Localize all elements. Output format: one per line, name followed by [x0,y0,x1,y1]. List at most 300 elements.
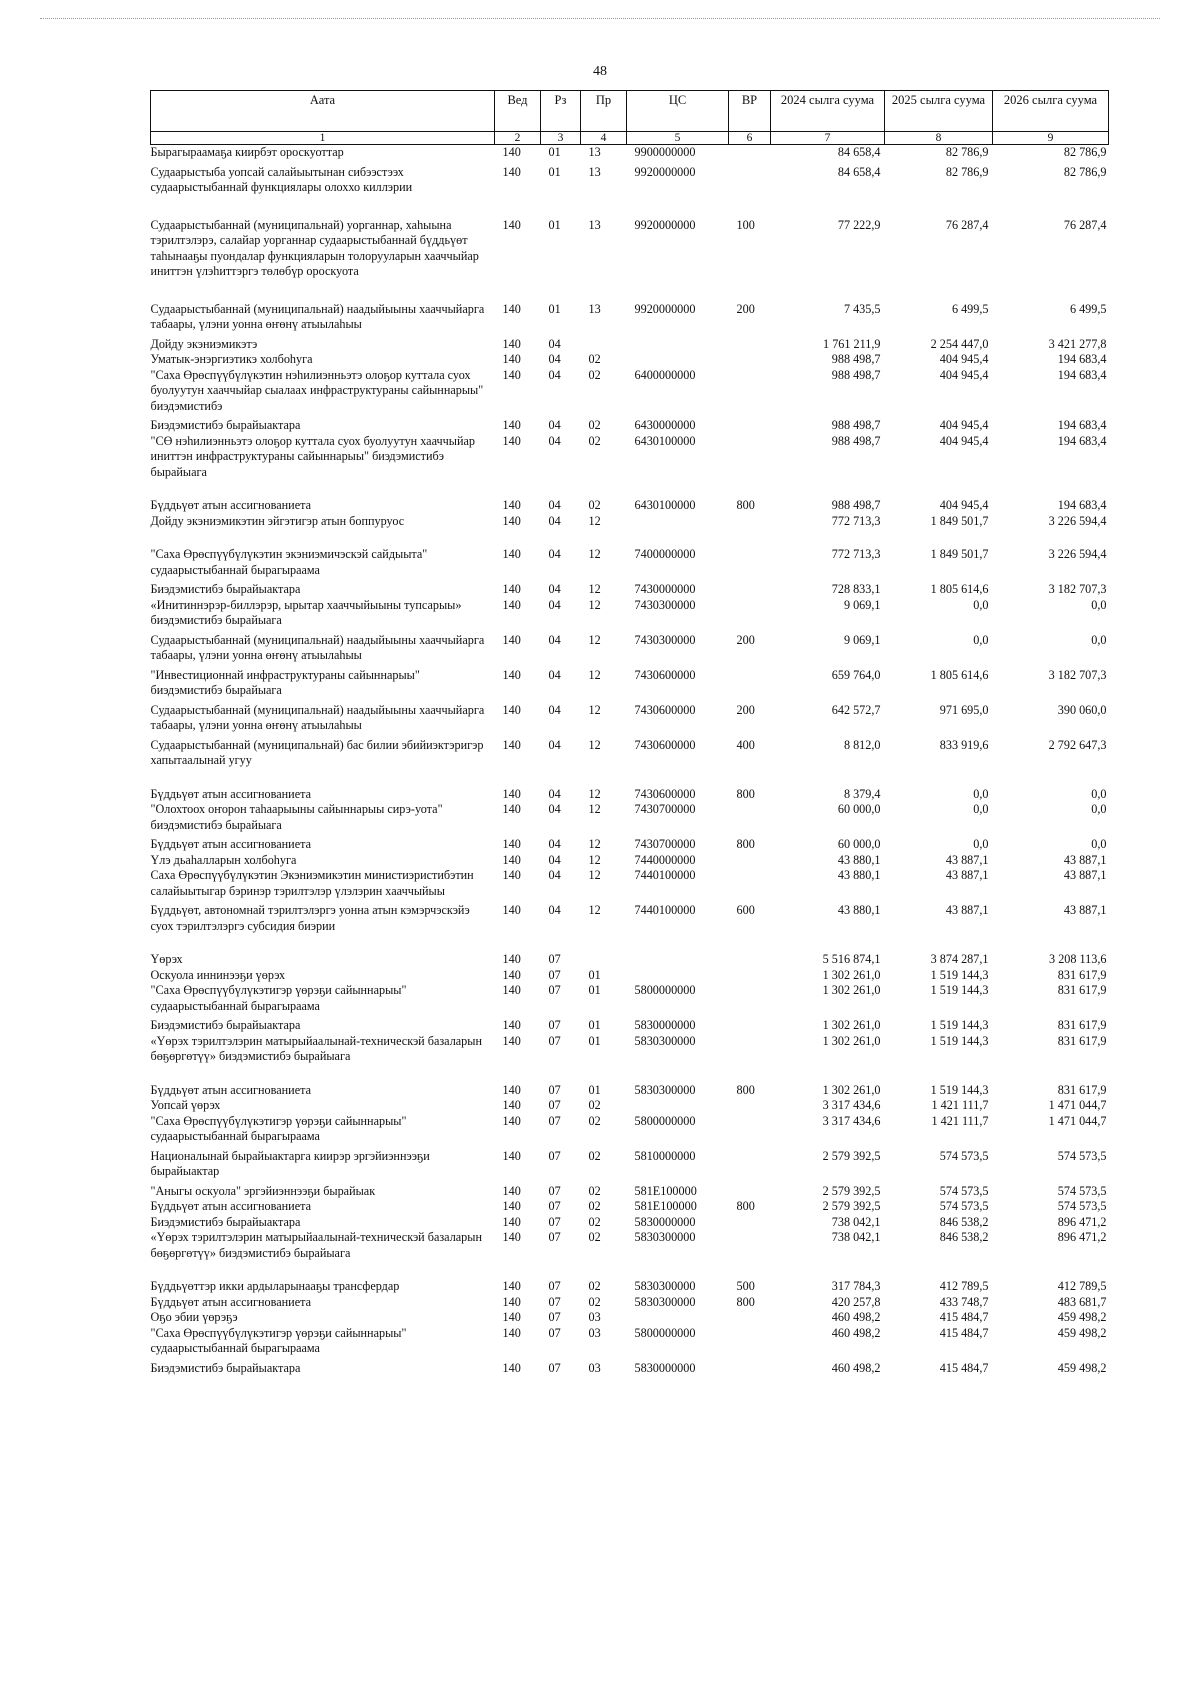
row-2025-amount: 574 573,5 [939,1183,989,1198]
row-ved-cell: 140 [502,786,521,801]
row-ved-cell: 140 [502,1148,521,1163]
row-name-cell: "Саха Өрөспүүбүлүкэтин нэһилиэнньэтэ олоҕор куттала суох буолуутун хааччыйар сыалаах инфраструктураны сайыннарыы" биэдэмистибэ [150,367,484,413]
row-cs-cell: 7430600000 [634,702,696,717]
row-pr-cell: 12 [588,513,601,528]
row-2025-amount: 76 287,4 [945,217,989,232]
row-cs-cell [627,337,729,353]
table-row [151,703,1109,738]
row-cs-cell: 7440100000 [634,903,696,917]
column-number: 9 [993,132,1109,145]
row-pr-cell: 03 [588,1310,601,1324]
row-cs-cell: 7440000000 [634,852,696,867]
row-ved-cell: 140 [502,667,521,682]
row-name-cell: Дойду экэниэмикэтэ [150,336,258,351]
row-vr-cell [729,1326,771,1361]
row-2024-amount: 988 498,7 [831,352,881,366]
row-name-cell: Биэдэмистибэ бырайыактара [150,1360,301,1375]
row-2025-amount: 404 945,4 [939,498,989,512]
row-ved-cell: 140 [502,737,521,752]
row-vr-cell [729,434,771,499]
row-name-cell: "Саха Өрөспүүбүлүкэтигэр үөрэҕи сайыннарыы" судаарыстыбаннай бырагыраама [150,1325,407,1355]
row-pr-cell: 12 [588,802,601,816]
row-2024-amount: 43 880,1 [837,868,881,882]
row-cs-cell: 5830000000 [634,1214,696,1229]
row-2024-amount: 772 713,3 [831,547,881,561]
row-cs-cell: 7430600000 [634,786,696,801]
row-rz-cell: 04 [548,498,561,512]
row-cs-cell: 7430700000 [634,837,696,851]
row-2026-amount: 1 471 044,7 [1048,1113,1107,1128]
row-2024-amount: 642 572,7 [831,702,881,717]
budget-table [150,90,1109,1376]
row-pr-cell [581,337,627,353]
row-2025-amount: 0,0 [973,802,989,816]
row-2024-amount: 988 498,7 [831,433,881,448]
row-ved-cell: 140 [502,632,521,647]
row-name-cell: Бүддьүөт атын ассигнованиета [150,1082,311,1097]
row-pr-cell: 03 [588,1360,601,1375]
row-2024-amount: 3 317 434,6 [822,1113,881,1128]
table-row [151,903,1109,952]
row-rz-cell: 04 [548,582,561,596]
row-vr-cell [729,352,771,368]
column-number: 5 [627,132,729,145]
row-pr-cell: 12 [588,582,601,596]
row-ved-cell: 140 [502,301,521,316]
table-row [151,952,1109,968]
row-rz-cell: 07 [548,1183,561,1198]
row-2026-amount: 390 060,0 [1057,702,1107,717]
row-2025-amount: 404 945,4 [939,367,989,382]
row-rz-cell: 07 [548,1098,561,1112]
row-2026-amount: 574 573,5 [1057,1199,1107,1213]
row-2025-amount: 433 748,7 [939,1294,989,1309]
row-2024-amount: 1 761 211,9 [823,336,881,351]
row-name-cell: Бүддьүөт атын ассигнованиета [150,837,311,851]
row-pr-cell: 01 [588,1082,601,1097]
table-body [151,145,1109,1377]
row-ved-cell: 140 [502,367,521,382]
row-2024-amount: 460 498,2 [831,1310,881,1324]
row-cs-cell: 5830300000 [634,1294,696,1309]
row-rz-cell: 04 [548,367,561,382]
row-vr-cell [729,1215,771,1231]
row-2024-amount: 9 069,1 [843,597,881,612]
row-name-cell: Бүддьүөт, автономнай тэрилтэлэргэ уонна атын кэмэрчэскэйэ суох тэрилтэлэргэ субсидия биэрии [150,903,470,933]
row-2025-amount: 0,0 [973,597,989,612]
row-vr-cell [729,1034,771,1083]
row-rz-cell: 07 [548,1294,561,1309]
row-cs-cell: 7430700000 [634,802,696,816]
row-2025-amount: 846 538,2 [939,1230,989,1244]
row-ved-cell: 140 [502,433,521,448]
row-ved-cell: 140 [502,903,521,917]
row-2025-amount: 43 887,1 [945,903,989,917]
row-2024-amount: 1 302 261,0 [822,1082,881,1097]
row-2024-amount: 988 498,7 [831,418,881,432]
row-2026-amount: 574 573,5 [1057,1148,1107,1163]
row-vr-cell: 400 [736,737,755,752]
table-row [151,1361,1109,1377]
row-cs-cell: 6430100000 [634,498,696,512]
row-2024-amount: 8 812,0 [843,737,881,752]
row-2026-amount: 831 617,9 [1057,1033,1107,1048]
row-2025-amount: 1 805 614,6 [930,582,989,596]
row-ved-cell: 140 [502,582,521,596]
row-2025-amount: 1 421 111,7 [931,1113,989,1128]
row-ved-cell: 140 [502,217,521,232]
row-vr-cell [729,1230,771,1279]
column-number: 7 [771,132,885,145]
row-2025-amount: 1 519 144,3 [930,1082,989,1097]
row-rz-cell: 07 [548,1033,561,1048]
row-pr-cell: 02 [588,1183,601,1198]
row-cs-cell: 7400000000 [634,547,696,561]
row-pr-cell: 12 [588,702,601,717]
table-row [151,1149,1109,1184]
row-cs-cell: 7430300000 [634,597,696,612]
table-row [151,1310,1109,1326]
table-header [151,91,1109,145]
row-vr-cell [729,983,771,1018]
row-2026-amount: 0,0 [1091,597,1107,612]
row-name-cell: Бүддьүөт атын ассигнованиета [150,1199,311,1213]
row-2026-amount: 3 182 707,3 [1048,667,1107,682]
table-row [151,498,1109,514]
row-cs-cell: 7430600000 [634,667,696,682]
row-name-cell: Судаарыстыбаннай (муниципальнай) наадыйыыны хааччыйарга табаары, үлэни уонна өҥөнү атыылаһыы [150,702,485,732]
table-row [151,1279,1109,1295]
row-2026-amount: 3 182 707,3 [1048,582,1107,596]
row-vr-cell [729,1018,771,1034]
row-ved-cell: 140 [502,1310,521,1324]
row-pr-cell: 02 [588,1113,601,1128]
row-rz-cell: 04 [548,786,561,801]
column-number: 4 [581,132,627,145]
row-ved-cell: 140 [502,164,521,179]
row-2024-amount: 7 435,5 [843,301,881,316]
row-2025-amount: 2 254 447,0 [930,336,989,351]
row-2025-amount: 43 887,1 [945,852,989,867]
row-2024-amount: 2 579 392,5 [822,1183,881,1198]
row-2024-amount: 2 579 392,5 [822,1148,881,1163]
row-2026-amount: 82 786,9 [1063,145,1107,159]
row-2026-amount: 3 226 594,4 [1048,547,1107,561]
row-2025-amount: 0,0 [973,786,989,801]
row-rz-cell: 04 [548,513,561,528]
row-rz-cell: 07 [548,967,561,982]
row-2026-amount: 896 471,2 [1057,1214,1107,1229]
row-rz-cell: 07 [548,1018,561,1032]
row-2025-amount: 3 874 287,1 [930,952,989,966]
table-row [151,983,1109,1018]
row-rz-cell: 01 [548,301,561,316]
row-rz-cell: 04 [548,852,561,867]
row-rz-cell: 04 [548,632,561,647]
row-2025-amount: 1 519 144,3 [930,983,989,997]
header-pr: Пр [581,91,627,132]
row-2024-amount: 5 516 874,1 [822,952,881,966]
row-name-cell: «Үөрэх тэрилтэлэрин матырыйаалынай-техническэй базаларын бөҕөргөтүү» биэдэмистибэ бырайыага [150,1230,482,1260]
row-2025-amount: 82 786,9 [945,145,989,159]
row-pr-cell: 12 [588,547,601,561]
row-2026-amount: 2 792 647,3 [1048,737,1107,752]
row-ved-cell: 140 [502,1082,521,1097]
row-ved-cell: 140 [502,868,521,882]
table-row [151,1184,1109,1200]
row-ved-cell: 140 [502,1113,521,1128]
table-row [151,968,1109,984]
row-ved-cell: 140 [502,1230,521,1244]
header-cs: ЦС [627,91,729,132]
row-vr-cell: 800 [736,837,755,851]
table-row [151,165,1109,218]
row-name-cell: Бүддьүөттэр икки ардыларынааҕы трансфердар [150,1279,400,1293]
table-row [151,337,1109,353]
row-name-cell: "СӨ нэһилиэнньэтэ олоҕор куттала суох буолуутун хааччыйар иниттэн инфраструктураны сайыннарыы" биэдэмистибэ бырайыага [150,433,475,479]
column-number-row [151,132,1109,145]
row-name-cell: Националынай бырайыактарга киирэр эргэйиэннээҕи бырайыактар [150,1148,430,1178]
table-row [151,1295,1109,1311]
row-name-cell: Бүддьүөт атын ассигнованиета [150,498,311,512]
row-2024-amount: 988 498,7 [831,498,881,512]
row-pr-cell: 12 [588,837,601,851]
row-pr-cell: 12 [588,597,601,612]
table-row [151,1215,1109,1231]
row-2026-amount: 194 683,4 [1057,352,1107,366]
row-cs-cell: 9920000000 [634,164,696,179]
row-2025-amount: 846 538,2 [939,1214,989,1229]
row-2024-amount: 460 498,2 [831,1325,881,1340]
row-rz-cell: 07 [548,1279,561,1293]
row-name-cell: Биэдэмистибэ бырайыактара [150,1018,301,1032]
row-cs-cell [627,952,729,968]
table-row [151,302,1109,337]
row-cs-cell: 9920000000 [634,301,696,316]
row-ved-cell: 140 [502,837,521,851]
row-2025-amount: 6 499,5 [951,301,989,316]
row-2026-amount: 896 471,2 [1057,1230,1107,1244]
row-2024-amount: 84 658,4 [837,145,881,159]
header-2025: 2025 сылга суума [885,91,993,132]
row-2024-amount: 420 257,8 [831,1294,881,1309]
table-row [151,837,1109,853]
row-rz-cell: 04 [548,667,561,682]
row-pr-cell [581,952,627,968]
row-ved-cell: 140 [502,702,521,717]
row-2025-amount: 1 805 614,6 [930,667,989,682]
row-cs-cell: 5800000000 [634,1113,696,1128]
row-2024-amount: 1 302 261,0 [822,1033,881,1048]
table-row [151,434,1109,499]
row-vr-cell: 800 [736,1082,755,1097]
row-2026-amount: 6 499,5 [1069,301,1107,316]
row-pr-cell: 12 [588,868,601,882]
row-rz-cell: 07 [548,1360,561,1375]
row-rz-cell: 04 [548,868,561,882]
row-cs-cell: 5810000000 [634,1148,696,1163]
row-2024-amount: 60 000,0 [837,837,881,851]
header-2026: 2026 сылга суума [993,91,1109,132]
row-vr-cell: 800 [736,1199,755,1213]
row-vr-cell [729,598,771,633]
table-row [151,1018,1109,1034]
table-row [151,145,1109,165]
row-cs-cell: 581Е100000 [634,1199,697,1213]
row-name-cell: "Саха Өрөспүүбүлүкэтигэр үөрэҕи сайыннарыы" судаарыстыбаннай бырагыраама [150,1113,407,1143]
row-pr-cell: 12 [588,852,601,867]
row-2025-amount: 1 421 111,7 [931,1098,989,1112]
row-pr-cell: 02 [588,1279,601,1293]
row-rz-cell: 07 [548,1310,561,1324]
row-2026-amount: 574 573,5 [1057,1183,1107,1198]
row-2025-amount: 574 573,5 [939,1148,989,1163]
row-rz-cell: 04 [548,547,561,561]
row-2026-amount: 82 786,9 [1063,164,1107,179]
row-rz-cell: 07 [548,1082,561,1097]
row-name-cell: Уопсай үөрэх [150,1098,221,1112]
row-ved-cell: 140 [502,597,521,612]
row-2024-amount: 43 880,1 [837,903,881,917]
row-ved-cell: 140 [502,1279,521,1293]
row-2025-amount: 574 573,5 [939,1199,989,1213]
row-cs-cell: 5830000000 [634,1360,696,1375]
row-ved-cell: 140 [502,418,521,432]
row-rz-cell: 07 [548,1148,561,1163]
row-ved-cell: 140 [502,1018,521,1032]
row-name-cell: Үлэ дьаһалларын холбоһуга [150,852,297,867]
column-number: 2 [495,132,541,145]
row-rz-cell: 07 [548,1214,561,1229]
header-ved: Вед [495,91,541,132]
row-2026-amount: 459 498,2 [1057,1310,1107,1324]
table-row [151,218,1109,302]
row-cs-cell: 6430000000 [634,418,696,432]
scan-artifact-line [40,18,1160,21]
row-vr-cell [729,853,771,869]
row-2025-amount: 415 484,7 [939,1325,989,1340]
row-cs-cell: 6430100000 [634,433,696,448]
page-number: 48 [593,64,607,79]
table-row [151,1199,1109,1215]
table-row [151,547,1109,582]
row-rz-cell: 04 [548,352,561,366]
row-pr-cell: 13 [588,164,601,179]
row-2026-amount: 3 226 594,4 [1048,513,1107,528]
row-rz-cell: 04 [548,336,561,351]
row-2024-amount: 772 713,3 [831,513,881,528]
table-row [151,738,1109,787]
row-cs-cell: 7430000000 [634,582,696,596]
row-2025-amount: 412 789,5 [939,1279,989,1293]
table-row [151,633,1109,668]
row-pr-cell: 02 [588,1098,601,1112]
row-vr-cell [729,165,771,218]
table-row [151,802,1109,837]
row-pr-cell: 03 [588,1325,601,1340]
row-vr-cell [729,418,771,434]
row-vr-cell [729,1098,771,1114]
header-name: Аата [151,91,495,132]
row-ved-cell: 140 [502,1199,521,1213]
row-ved-cell: 140 [502,1294,521,1309]
row-name-cell: Судаарыстыбаннай (муниципальнай) бас билии эбийиэктэригэр хапытаалынай угуу [150,737,484,767]
row-rz-cell: 01 [548,217,561,232]
row-2024-amount: 460 498,2 [831,1360,881,1375]
row-2025-amount: 82 786,9 [945,164,989,179]
row-2024-amount: 8 379,4 [843,786,881,801]
row-pr-cell: 02 [588,1148,601,1163]
row-vr-cell [729,337,771,353]
row-vr-cell: 100 [736,217,755,232]
row-name-cell: «Инитиннэрэр-биллэрэр, ырытар хааччыйыыны тупсарыы» биэдэмистибэ бырайыага [150,597,462,627]
row-2026-amount: 0,0 [1091,837,1107,851]
table-row [151,787,1109,803]
row-name-cell: «Үөрэх тэрилтэлэрин матырыйаалынай-техническэй базаларын бөҕөргөтүү» биэдэмистибэ бырайыага [150,1033,482,1063]
row-name-cell: Саха Өрөспүүбүлүкэтин Экэниэмикэтин министиэристибэтин салайыытыгар бэринэр тэрилтэлэр үлэлэрин хааччыйыы [150,868,474,898]
row-2025-amount: 43 887,1 [945,868,989,882]
row-cs-cell: 5800000000 [634,1325,696,1340]
table-row [151,668,1109,703]
row-ved-cell: 140 [502,952,521,966]
table-row [151,1034,1109,1083]
row-ved-cell: 140 [502,852,521,867]
row-name-cell: "Аныгы оскуола" эргэйиэннээҕи бырайыак [150,1183,376,1198]
row-2024-amount: 9 069,1 [843,632,881,647]
row-name-cell: Судаарыстыбаннай (муниципальнай) наадыйыыны хааччыйарга табаары, үлэни уонна өҥөнү атыылаһыы [150,301,485,331]
row-name-cell: Биэдэмистибэ бырайыактара [150,418,301,432]
row-2026-amount: 194 683,4 [1057,418,1107,432]
row-cs-cell: 7440100000 [634,868,696,882]
row-pr-cell: 12 [588,903,601,917]
row-vr-cell [729,145,771,165]
row-2025-amount: 404 945,4 [939,433,989,448]
row-2026-amount: 76 287,4 [1063,217,1107,232]
table-row [151,1114,1109,1149]
row-cs-cell: 6400000000 [634,367,696,382]
row-2024-amount: 3 317 434,6 [822,1098,881,1112]
row-vr-cell [729,1310,771,1326]
table-row [151,1326,1109,1361]
row-ved-cell: 140 [502,547,521,561]
row-2026-amount: 459 498,2 [1057,1325,1107,1340]
table-row [151,368,1109,419]
row-cs-cell: 5830300000 [634,1230,696,1244]
row-rz-cell: 04 [548,418,561,432]
row-pr-cell: 02 [588,352,601,366]
row-ved-cell: 140 [502,352,521,366]
table-row [151,1230,1109,1279]
row-cs-cell [627,352,729,368]
header-2024: 2024 сылга суума [771,91,885,132]
row-2024-amount: 738 042,1 [831,1214,881,1229]
row-vr-cell [729,868,771,903]
row-rz-cell: 07 [548,983,561,997]
row-2025-amount: 0,0 [973,632,989,647]
row-ved-cell: 140 [502,1033,521,1048]
row-rz-cell: 04 [548,837,561,851]
row-vr-cell: 800 [736,786,755,801]
row-cs-cell: 581Е100000 [634,1183,697,1198]
column-number: 8 [885,132,993,145]
row-cs-cell: 5830000000 [634,1018,696,1032]
row-2024-amount: 60 000,0 [837,802,881,816]
row-2026-amount: 0,0 [1091,802,1107,816]
row-vr-cell [729,968,771,984]
row-vr-cell: 800 [736,498,755,512]
row-2025-amount: 1 849 501,7 [930,513,989,528]
row-2026-amount: 0,0 [1091,632,1107,647]
